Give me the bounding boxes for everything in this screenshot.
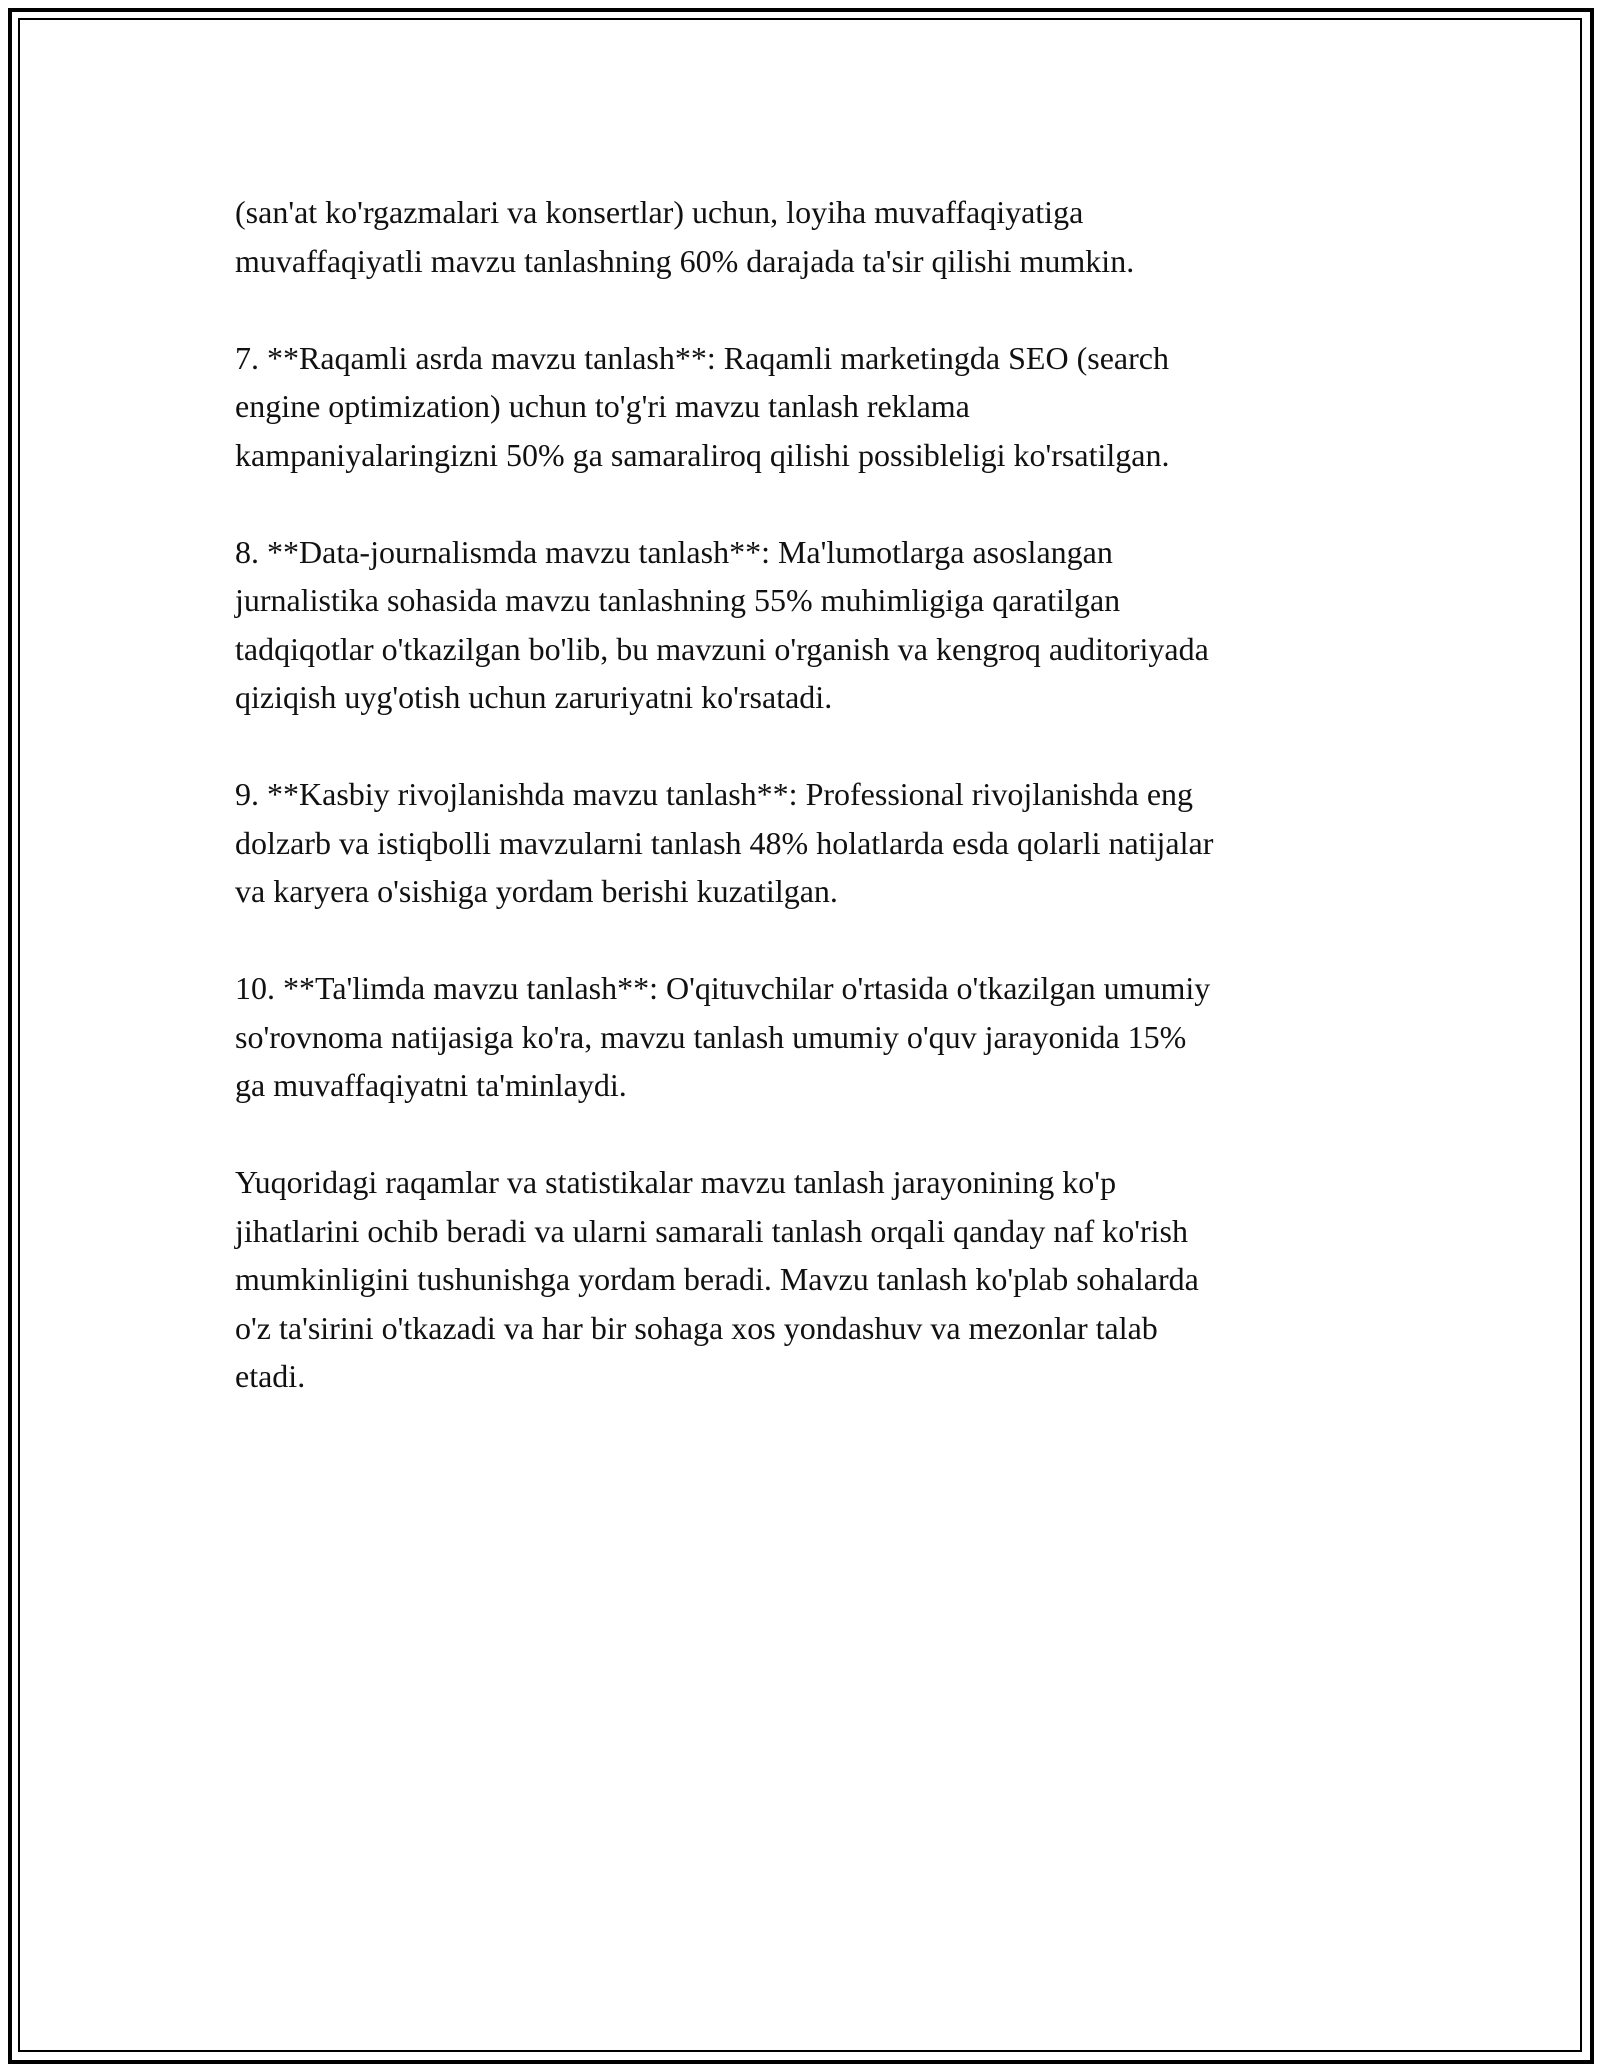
- text-line: so'rovnoma natijasiga ko'ra, mavzu tanlash umumiy o'quv jarayonida 15%: [235, 1018, 1187, 1055]
- text-line: 7. **Raqamli asrda mavzu tanlash**: Raqamli marketingda SEO (search: [235, 339, 1169, 376]
- paragraph-item-7: [235, 334, 1375, 480]
- text-line: kampaniyalaringizni 50% ga samaraliroq qilishi possibleligi ko'rsatilgan.: [235, 436, 1170, 473]
- text-line: qiziqish uyg'otish uchun zaruriyatni ko'rsatadi.: [235, 679, 833, 715]
- text-line: engine optimization) uchun to'g'ri mavzu tanlash reklama: [235, 388, 970, 424]
- paragraph-item-8: [235, 528, 1375, 722]
- paragraph-item-10: [235, 964, 1375, 1110]
- text-line: va karyera o'sishiga yordam berishi kuzatilgan.: [235, 873, 838, 909]
- text-line: jurnalistika sohasida mavzu tanlashning 55% muhimligiga qaratilgan: [235, 582, 1121, 618]
- paragraph-conclusion: [235, 1158, 1375, 1401]
- text-line: 9. **Kasbiy rivojlanishda mavzu tanlash**: Professional rivojlanishda eng: [235, 776, 1194, 812]
- text-line: tadqiqotlar o'tkazilgan bo'lib, bu mavzuni o'rganish va kengroq auditoriyada: [235, 630, 1209, 667]
- paragraph-continuation: [235, 188, 1375, 285]
- text-line: mumkinligini tushunishga yordam beradi. Mavzu tanlash ko'plab sohalarda: [235, 1261, 1199, 1297]
- text-line: muvaffaqiyatli mavzu tanlashning 60% darajada ta'sir qilishi mumkin.: [235, 242, 1135, 279]
- text-line: ga muvaffaqiyatni ta'minlaydi.: [235, 1067, 627, 1103]
- document-body: [235, 188, 1375, 1449]
- text-line: o'z ta'sirini o'tkazadi va har bir sohaga xos yondashuv va mezonlar talab: [235, 1309, 1158, 1346]
- text-line: 10. **Ta'limda mavzu tanlash**: O'qituvchilar o'rtasida o'tkazilgan umumiy: [235, 970, 1211, 1006]
- text-line: 8. **Data-journalismda mavzu tanlash**: Ma'lumotlarga asoslangan: [235, 533, 1113, 570]
- text-line: jihatlarini ochib beradi va ularni samarali tanlash orqali qanday naf ko'rish: [235, 1212, 1188, 1249]
- text-line: dolzarb va istiqbolli mavzularni tanlash 48% holatlarda esda qolarli natijalar: [235, 824, 1214, 861]
- text-line: (san'at ko'rgazmalari va konsertlar) uchun, loyiha muvaffaqiyatiga: [235, 194, 1084, 230]
- paragraph-item-9: [235, 770, 1375, 916]
- text-line: etadi.: [235, 1358, 306, 1394]
- text-line: Yuqoridagi raqamlar va statistikalar mavzu tanlash jarayonining ko'p: [235, 1164, 1117, 1200]
